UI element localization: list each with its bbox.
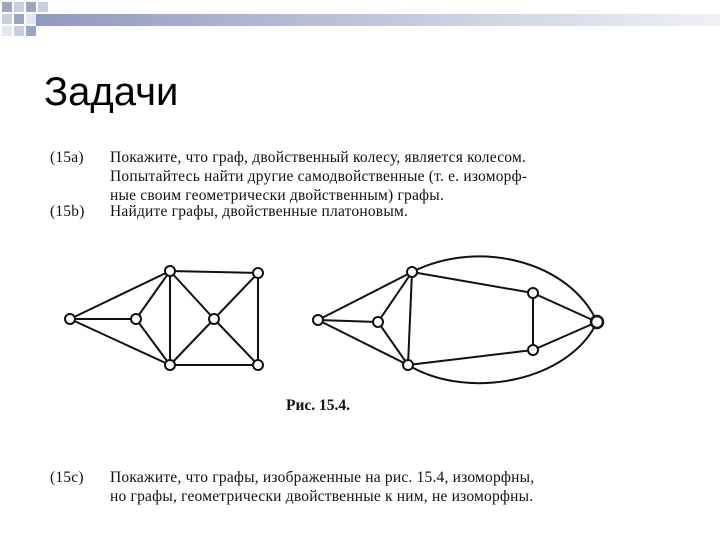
problem-text <box>110 202 670 221</box>
problem-line: Покажите, что графы, изображенные на рис. 15.4, изоморфны, <box>110 469 535 486</box>
left-graph <box>70 271 258 365</box>
problem-number: (15b) <box>50 203 85 220</box>
problem-15a <box>50 148 670 205</box>
problem-line: но графы, геометрически двойственные к ним, не изоморфны. <box>110 488 534 505</box>
figure-caption: Рис. 15.4. <box>286 397 351 414</box>
problem-15b <box>50 202 670 221</box>
figure-15-4-graphs <box>56 254 616 386</box>
top-decorative-bar <box>36 14 720 26</box>
right-graph <box>318 256 597 383</box>
right-graph-vertices <box>313 267 603 370</box>
slide-title: Задачи <box>44 70 179 114</box>
problem-number: (15a) <box>50 149 84 166</box>
problem-line: Попытайтесь найти другие самодвойственные (т. е. изоморф- <box>110 168 528 185</box>
problem-text <box>110 148 670 205</box>
problem-line: ные своим геометрически двойственным) графы. <box>110 187 444 204</box>
problem-text <box>110 468 670 506</box>
problem-line: Покажите, что граф, двойственный колесу, является колесом. <box>110 149 527 166</box>
problem-15c <box>50 468 670 506</box>
problem-number: (15c) <box>50 469 84 486</box>
problem-line: Найдите графы, двойственные платоновым. <box>110 203 409 220</box>
